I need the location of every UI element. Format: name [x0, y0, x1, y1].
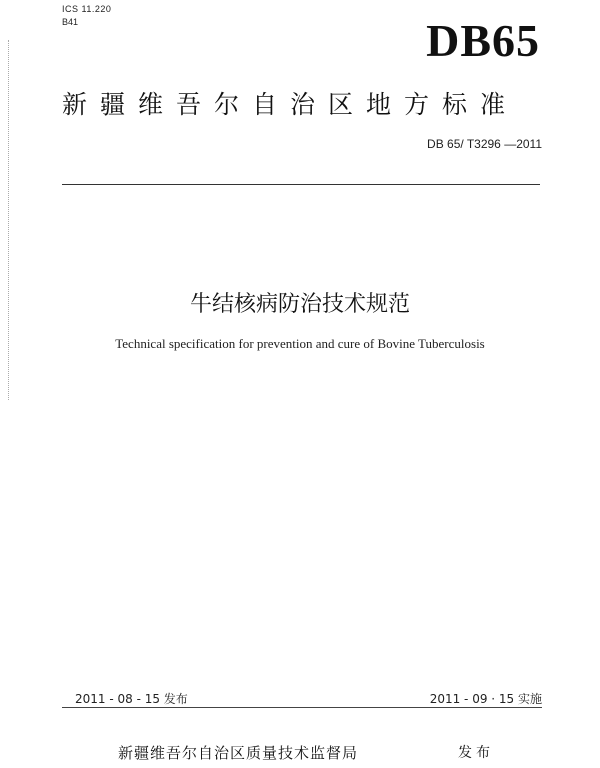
standard-code: DB65	[426, 15, 540, 66]
title-english: Technical specification for prevention and cure of Bovine Tuberculosis	[115, 336, 485, 351]
standard-category: 新疆维吾尔自治区地方标准	[62, 90, 519, 119]
implementation-date: 2011 - 09 · 15 实施	[429, 692, 542, 706]
standard-number: DB 65/ T3296 —2011	[427, 137, 542, 151]
ccs-code: B41	[62, 17, 79, 27]
issued-label: 发布	[458, 745, 494, 761]
issue-date: 2011 - 08 - 15 发布	[75, 692, 188, 706]
ics-code: ICS 11.220	[62, 4, 112, 14]
issuing-authority: 新疆维吾尔自治区质量技术监督局	[118, 744, 359, 762]
title-chinese: 牛结核病防治技术规范	[189, 292, 410, 317]
date-divider	[62, 707, 542, 708]
header-divider	[62, 184, 540, 185]
